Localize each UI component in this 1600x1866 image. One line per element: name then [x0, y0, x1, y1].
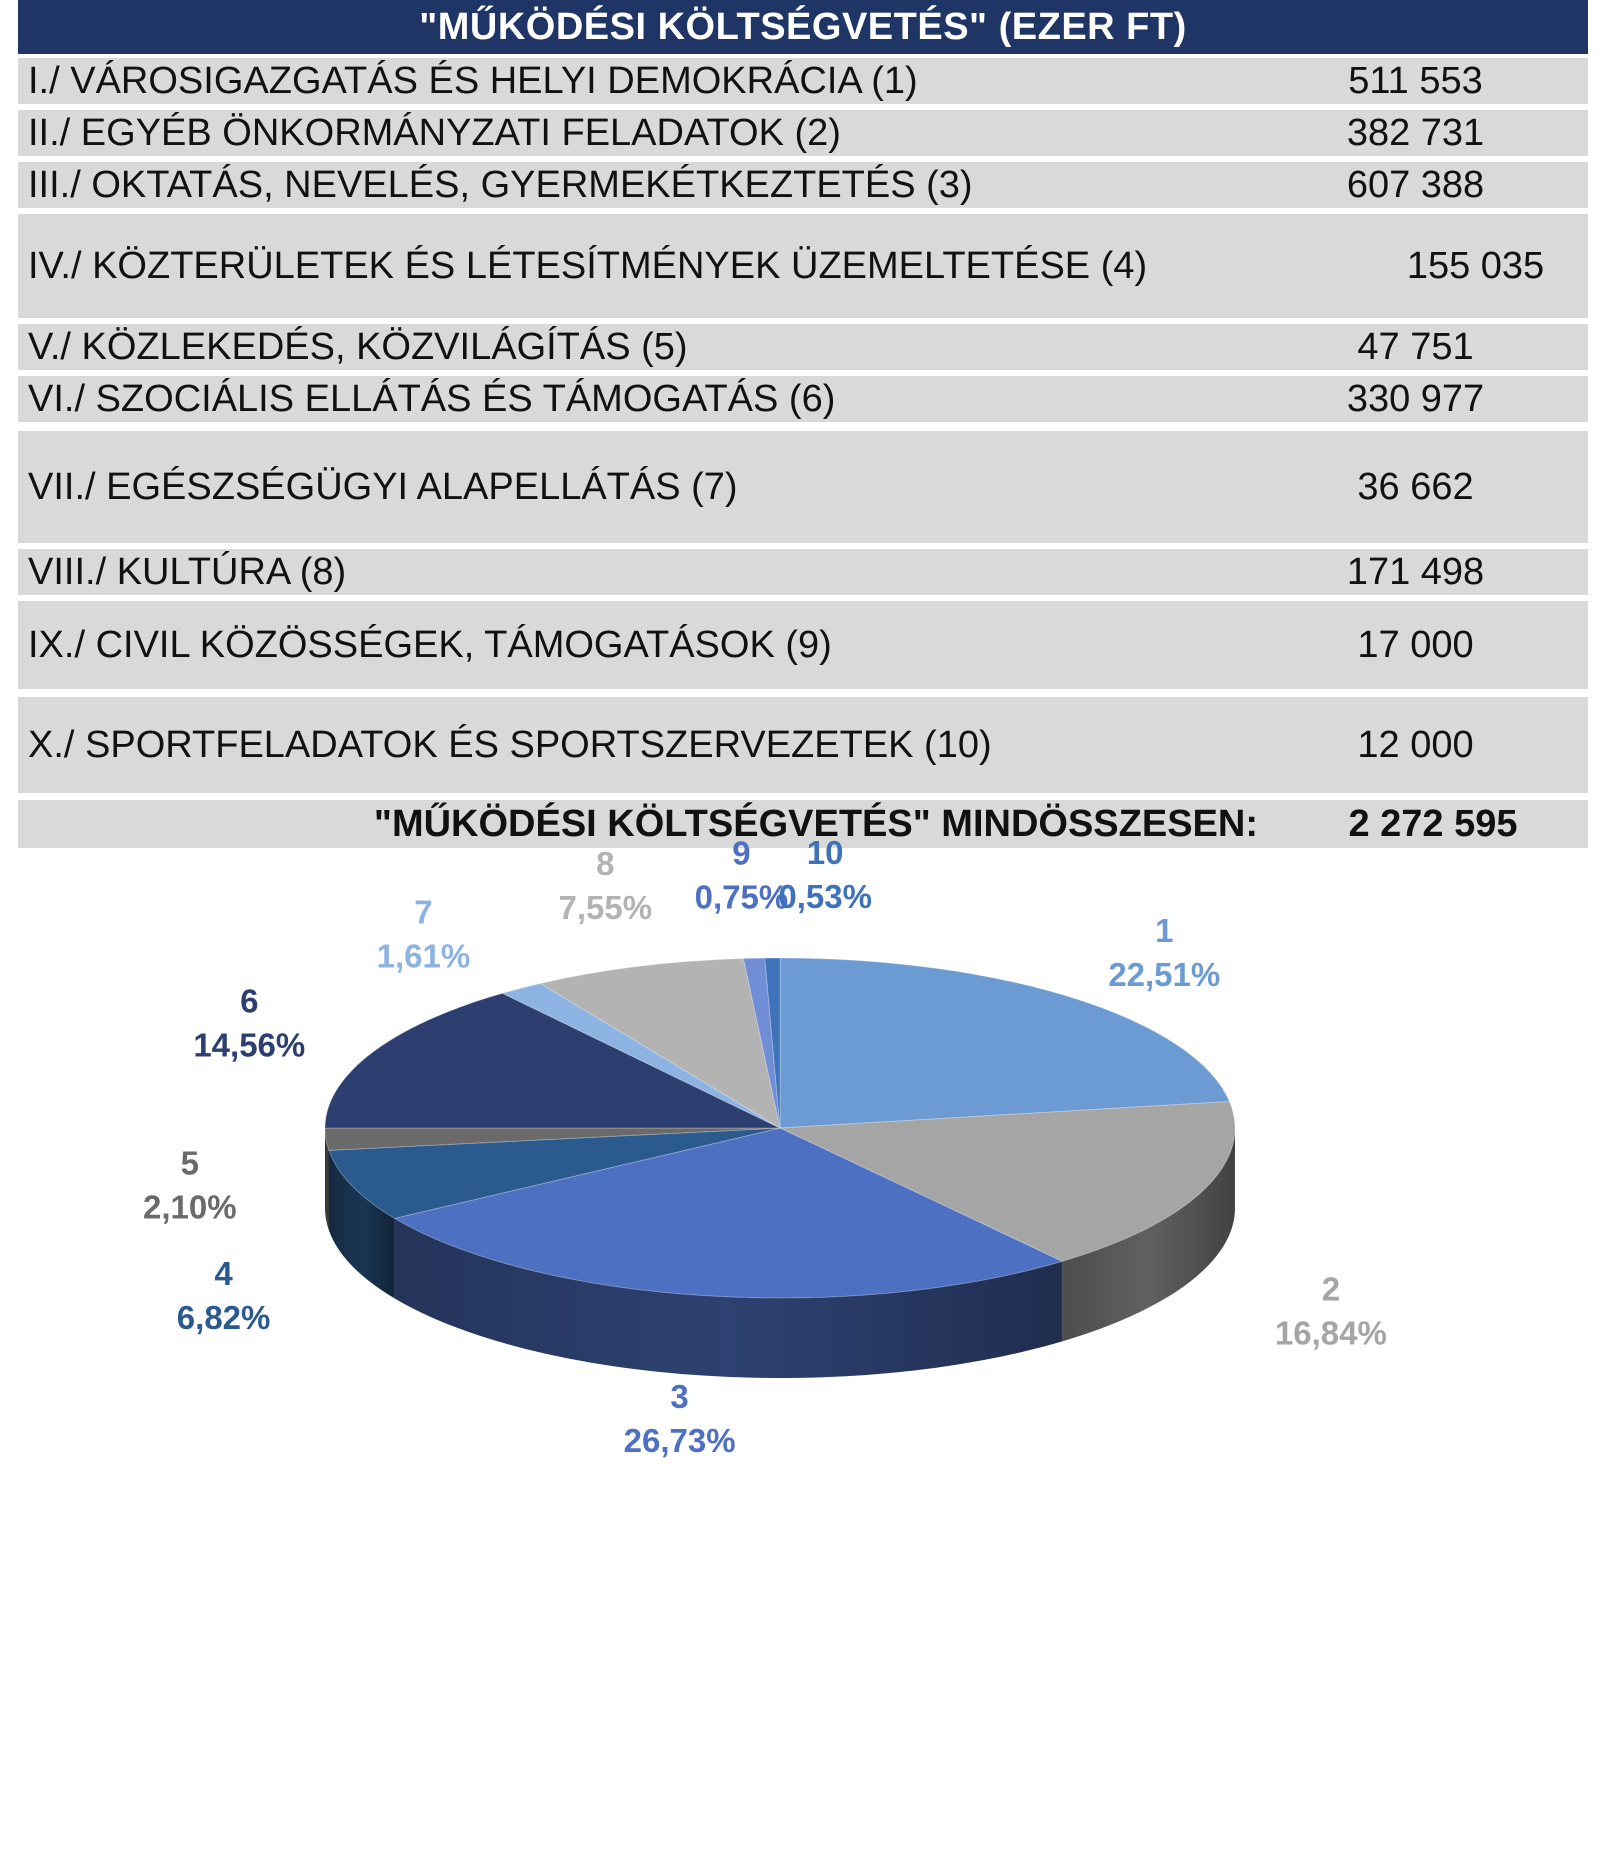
pie-label-percent: 2,10%: [142, 1188, 237, 1226]
pie-label-category: 7: [414, 893, 433, 931]
table-row: [18, 162, 1588, 208]
table-row: [18, 601, 1588, 689]
pie-label-percent: 1,61%: [376, 937, 471, 975]
table-row: [18, 697, 1588, 793]
pie-label-category: 2: [1321, 1270, 1341, 1308]
table-row: [18, 324, 1588, 370]
table-row: [18, 549, 1588, 595]
pie-label-percent: 16,84%: [1274, 1314, 1387, 1352]
table-title: "MŰKÖDÉSI KÖLTSÉGVETÉS" (EZER FT): [18, 0, 1588, 54]
pie-label-category: 4: [214, 1254, 233, 1292]
row-value: 36 662: [1357, 465, 1474, 508]
row-label: III./ OKTATÁS, NEVELÉS, GYERMEKÉTKEZTETÉS (3): [28, 164, 973, 206]
row-label: X./ SPORTFELADATOK ÉS SPORTSZERVEZETEK (10): [28, 724, 992, 766]
pie-label-category: 5: [180, 1144, 199, 1182]
total-label: "MŰKÖDÉSI KÖLTSÉGVETÉS" MINDÖSSZESEN:: [373, 802, 1258, 845]
row-label: IV./ KÖZTERÜLETEK ÉS LÉTESÍTMÉNYEK ÜZEMELTETÉSE (4): [28, 245, 1148, 287]
row-value: 47 751: [1357, 325, 1474, 368]
row-label: I./ VÁROSIGAZGATÁS ÉS HELYI DEMOKRÁCIA (1): [28, 60, 918, 102]
pie-label-category: 3: [670, 1377, 689, 1415]
table-row: [18, 110, 1588, 156]
table-row: [18, 431, 1588, 543]
row-value: 171 498: [1346, 550, 1485, 593]
pie-label-category: 6: [240, 982, 259, 1020]
row-value: 12 000: [1357, 723, 1474, 766]
row-label: V./ KÖZLEKEDÉS, KÖZVILÁGÍTÁS (5): [28, 326, 688, 368]
row-value: 330 977: [1346, 377, 1485, 420]
total-value: 2 272 595: [1348, 802, 1518, 845]
pie-chart: [0, 834, 1600, 1861]
pie-chart-svg: [0, 834, 1600, 1861]
row-label: VII./ EGÉSZSÉGÜGYI ALAPELLÁTÁS (7): [28, 466, 738, 508]
pie-label-percent: 14,56%: [193, 1026, 306, 1064]
row-label: VIII./ KULTÚRA (8): [28, 551, 347, 593]
row-value: 607 388: [1346, 163, 1485, 206]
pie-label-percent: 0,75%: [694, 878, 789, 916]
row-value: 17 000: [1357, 623, 1474, 666]
pie-label-percent: 22,51%: [1108, 955, 1221, 993]
row-value: 155 035: [1406, 244, 1545, 287]
pie-label-percent: 7,55%: [558, 889, 653, 927]
pie-label-percent: 6,82%: [176, 1298, 271, 1336]
row-label: VI./ SZOCIÁLIS ELLÁTÁS ÉS TÁMOGATÁS (6): [28, 378, 836, 420]
pie-label-category: 1: [1155, 911, 1174, 949]
pie-label-category: 9: [732, 834, 751, 872]
pie-label-category: 8: [596, 845, 615, 883]
row-label: IX./ CIVIL KÖZÖSSÉGEK, TÁMOGATÁSOK (9): [28, 624, 832, 666]
table-row: [18, 58, 1588, 104]
pie-label-percent: 0,53%: [778, 878, 872, 916]
total-row: [18, 800, 1588, 848]
pie-label-percent: 26,73%: [623, 1421, 736, 1459]
pie-label-category: 10: [806, 834, 844, 872]
row-value: 511 553: [1348, 59, 1483, 102]
row-value: 382 731: [1346, 111, 1485, 154]
table-row: [18, 214, 1588, 318]
table-row: [18, 376, 1588, 422]
row-label: II./ EGYÉB ÖNKORMÁNYZATI FELADATOK (2): [28, 112, 841, 154]
